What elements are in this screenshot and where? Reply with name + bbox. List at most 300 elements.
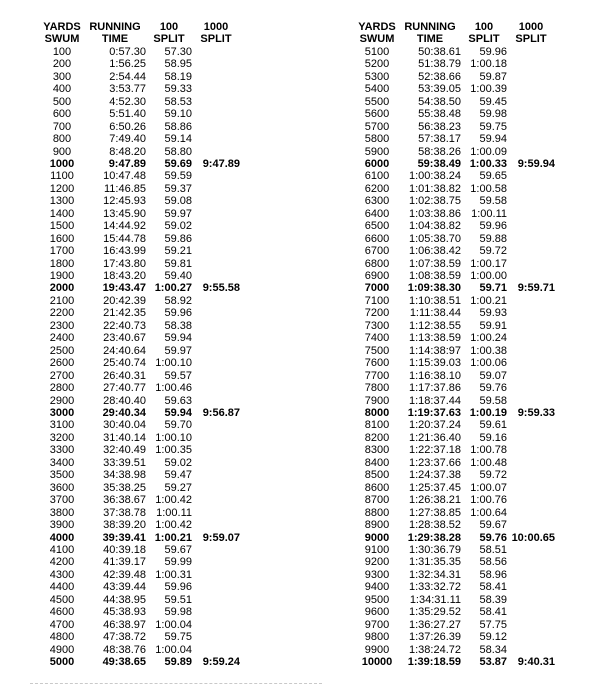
running-time-cell: 1:29:38.28: [407, 531, 461, 544]
split-100-cell: 1:00.09: [470, 145, 507, 158]
running-time-cell: 1:10:38.51: [409, 294, 461, 307]
table-row: [40, 444, 240, 456]
yards-cell: 4900: [49, 643, 75, 656]
running-time-cell: 0:57.30: [109, 45, 146, 58]
running-time-cell: 1:13:38.59: [409, 332, 461, 345]
table-body: [40, 46, 240, 669]
split-1000-cell: [192, 569, 240, 581]
table-row: [40, 631, 240, 643]
split-1000-cell: [507, 606, 555, 618]
split-1000-cell: [507, 46, 555, 58]
yards-cell: 500: [52, 95, 72, 108]
running-time-cell: 24:40.64: [103, 344, 146, 357]
running-time-cell: 13:45.90: [103, 207, 146, 220]
split-1000-cell: [192, 357, 240, 369]
yards-cell: 7700: [364, 369, 390, 382]
split-1000-cell: 9:59.24: [202, 656, 240, 669]
yards-cell: 6300: [364, 195, 390, 208]
running-time-cell: 1:16:38.10: [409, 369, 461, 382]
split-1000-cell: [192, 220, 240, 232]
scan-artifact-line: [30, 683, 322, 684]
running-time-cell: 11:46.85: [103, 182, 146, 195]
table-row: [40, 320, 240, 332]
split-100-cell: 1:00.11: [471, 207, 507, 220]
split-100-cell: 57.30: [164, 45, 192, 58]
split-1000-cell: 9:59.71: [517, 282, 555, 295]
yards-cell: 5600: [364, 108, 390, 121]
split-1000-cell: [507, 482, 555, 494]
running-time-cell: 4:52.30: [109, 95, 146, 108]
table-row: [40, 532, 240, 544]
yards-cell: 6700: [364, 245, 390, 258]
yards-cell: 9000: [364, 531, 390, 544]
yards-cell: 6200: [364, 182, 390, 195]
header-row: [355, 21, 555, 46]
split-100-cell: 58.41: [479, 581, 507, 594]
table-row: [40, 569, 240, 581]
yards-cell: 9200: [364, 556, 390, 569]
table-row: [40, 656, 240, 668]
col-header-split-1000: [192, 21, 240, 46]
running-time-cell: 32:40.49: [103, 444, 146, 457]
split-1000-cell: [507, 170, 555, 182]
table-row: [40, 606, 240, 618]
yards-cell: 2400: [49, 332, 75, 345]
split-1000-cell: [192, 507, 240, 519]
yards-cell: 3500: [49, 469, 75, 482]
split-1000-cell: [192, 83, 240, 95]
yards-cell: 9500: [364, 593, 390, 606]
running-time-cell: 49:38.65: [102, 656, 146, 669]
col-header-line1: YARDS: [358, 21, 396, 33]
table-row: [355, 345, 555, 357]
running-time-cell: 45:38.93: [103, 606, 146, 619]
split-1000-cell: [507, 370, 555, 382]
split-1000-cell: [507, 395, 555, 407]
split-100-cell: 59.71: [479, 282, 507, 295]
split-1000-cell: [507, 457, 555, 469]
yards-cell: 4800: [49, 631, 75, 644]
running-time-cell: 27:40.77: [103, 382, 146, 395]
split-100-cell: 1:00.58: [470, 182, 507, 195]
split-100-cell: 1:00.07: [470, 481, 507, 494]
running-time-cell: 1:35:29.52: [409, 606, 461, 619]
split-1000-cell: 9:56.87: [202, 407, 240, 420]
yards-cell: 7900: [364, 394, 390, 407]
split-100-cell: 59.58: [479, 394, 507, 407]
split-1000-cell: [192, 270, 240, 282]
split-100-cell: 59.02: [164, 220, 192, 233]
running-time-cell: 17:43.80: [103, 257, 146, 270]
table-row: [40, 507, 240, 519]
split-1000-cell: [192, 233, 240, 245]
running-time-cell: 22:40.73: [103, 319, 146, 332]
table-row: [40, 407, 240, 419]
split-100-cell: 58.38: [164, 319, 192, 332]
yards-cell: 6900: [364, 270, 390, 283]
table-row: [355, 258, 555, 270]
table-row: [355, 594, 555, 606]
yards-cell: 8300: [364, 444, 390, 457]
split-100-cell: 1:00.18: [470, 58, 507, 71]
running-time-cell: 1:00:38.24: [409, 170, 461, 183]
running-time-cell: 1:22:37.18: [409, 444, 461, 457]
yards-cell: 1800: [49, 257, 75, 270]
col-header-running-time: [399, 21, 461, 46]
running-time-cell: 1:24:37.38: [409, 469, 461, 482]
running-time-cell: 58:38.26: [418, 145, 461, 158]
split-100-cell: 59.08: [164, 195, 192, 208]
running-time-cell: 59:38.49: [417, 157, 461, 170]
yards-cell: 1300: [49, 195, 75, 208]
split-100-cell: 59.45: [479, 95, 507, 108]
split-1000-cell: [507, 432, 555, 444]
col-header-line1: RUNNING: [89, 21, 141, 33]
split-100-cell: 59.96: [164, 581, 192, 594]
yards-cell: 7100: [364, 294, 390, 307]
running-time-cell: 31:40.14: [103, 431, 146, 444]
table-row: [355, 357, 555, 369]
split-100-cell: 1:00.31: [155, 568, 192, 581]
split-1000-cell: [507, 83, 555, 95]
running-time-cell: 1:32:34.31: [409, 568, 461, 581]
col-header-yards-swum: [355, 21, 399, 46]
running-time-cell: 1:39:18.59: [407, 656, 461, 669]
table-row: [40, 146, 240, 158]
running-time-cell: 29:40.34: [102, 407, 146, 420]
yards-cell: 7800: [364, 382, 390, 395]
split-100-cell: 53.87: [479, 656, 507, 669]
col-header-line2: SWUM: [359, 33, 395, 46]
split-100-cell: 1:00.39: [470, 83, 507, 96]
running-time-cell: 23:40.67: [103, 332, 146, 345]
split-1000-cell: [192, 581, 240, 593]
split-1000-cell: [507, 270, 555, 282]
split-100-cell: 59.69: [164, 157, 192, 170]
split-1000-cell: [192, 121, 240, 133]
split-100-cell: 59.88: [479, 232, 507, 245]
split-100-cell: 58.34: [479, 643, 507, 656]
split-100-cell: 59.76: [479, 382, 507, 395]
table-row: [40, 332, 240, 344]
split-1000-cell: [507, 195, 555, 207]
split-100-cell: 59.97: [164, 344, 192, 357]
yards-cell: 3800: [49, 506, 75, 519]
running-time-cell: 40:39.18: [103, 544, 146, 556]
running-time-cell: 52:38.66: [418, 70, 461, 83]
table-row: [40, 357, 240, 369]
split-1000-cell: 9:59.94: [517, 157, 555, 170]
split-100-cell: 59.96: [479, 220, 507, 233]
split-1000-cell: [192, 245, 240, 257]
split-1000-cell: [507, 58, 555, 70]
table-row: [355, 432, 555, 444]
running-time-cell: 1:18:37.44: [409, 394, 461, 407]
table-row: [355, 382, 555, 394]
yards-cell: 9400: [364, 581, 390, 594]
table-row: [355, 208, 555, 220]
split-1000-cell: [192, 345, 240, 357]
split-100-cell: 1:00.42: [155, 494, 192, 507]
split-table-right: [355, 21, 555, 669]
table-row: [40, 183, 240, 195]
split-100-cell: 58.19: [164, 70, 192, 83]
running-time-cell: 36:38.67: [103, 494, 146, 507]
table-row: [40, 108, 240, 120]
split-1000-cell: [192, 457, 240, 469]
table-row: [40, 519, 240, 531]
split-100-cell: 59.21: [164, 245, 192, 258]
split-100-cell: 1:00.35: [155, 444, 192, 457]
table-row: [40, 83, 240, 95]
split-1000-cell: [192, 469, 240, 481]
table-row: [355, 320, 555, 332]
split-100-cell: 1:00.76: [470, 494, 507, 507]
running-time-cell: 39:39.41: [102, 531, 146, 544]
table-row: [355, 121, 555, 133]
split-1000-cell: [507, 220, 555, 232]
table-row: [355, 519, 555, 531]
split-1000-cell: [507, 71, 555, 83]
running-time-cell: 35:38.25: [103, 481, 146, 494]
col-header-line2: SPLIT: [468, 33, 500, 46]
split-100-cell: 59.14: [164, 133, 192, 146]
split-100-cell: 57.75: [479, 618, 507, 631]
running-time-cell: 1:36:27.27: [409, 618, 461, 631]
split-1000-cell: [192, 71, 240, 83]
split-100-cell: 58.41: [479, 606, 507, 619]
split-1000-cell: [507, 444, 555, 456]
split-1000-cell: [507, 146, 555, 158]
running-time-cell: 16:43.99: [103, 245, 146, 258]
split-100-cell: 59.07: [479, 369, 507, 382]
running-time-cell: 42:39.48: [103, 568, 146, 581]
table-row: [355, 307, 555, 319]
split-100-cell: 1:00.42: [155, 519, 192, 532]
running-time-cell: 26:40.31: [103, 369, 146, 382]
table-row: [355, 133, 555, 145]
running-time-cell: 1:08:38.59: [409, 270, 461, 283]
yards-cell: 8100: [364, 419, 390, 432]
table-row: [40, 58, 240, 70]
split-100-cell: 58.53: [164, 95, 192, 108]
running-time-cell: 3:53.77: [109, 83, 146, 96]
yards-cell: 6000: [364, 157, 390, 170]
split-1000-cell: [192, 631, 240, 643]
table-row: [355, 507, 555, 519]
yards-cell: 4500: [49, 593, 75, 606]
split-1000-cell: [192, 58, 240, 70]
table-row: [355, 619, 555, 631]
running-time-cell: 18:43.20: [103, 270, 146, 283]
split-100-cell: 1:00.10: [155, 431, 192, 444]
split-1000-cell: [507, 133, 555, 145]
yards-cell: 1100: [50, 170, 74, 183]
table-row: [40, 121, 240, 133]
table-row: [355, 270, 555, 282]
running-time-cell: 57:38.17: [418, 133, 461, 146]
table-row: [355, 419, 555, 431]
table-row: [40, 96, 240, 108]
split-1000-cell: [192, 108, 240, 120]
table-row: [355, 245, 555, 257]
yards-cell: 4000: [49, 531, 75, 544]
split-100-cell: 59.87: [479, 70, 507, 83]
split-100-cell: 59.63: [164, 394, 192, 407]
split-1000-cell: 9:59.07: [202, 531, 240, 544]
split-1000-cell: [192, 419, 240, 431]
split-1000-cell: [507, 233, 555, 245]
yards-cell: 1600: [49, 232, 75, 245]
yards-cell: 6500: [364, 220, 390, 233]
split-1000-cell: [192, 295, 240, 307]
table-row: [40, 370, 240, 382]
split-1000-cell: 9:40.31: [517, 656, 555, 669]
table-row: [40, 220, 240, 232]
table-row: [40, 208, 240, 220]
table-row: [355, 395, 555, 407]
table-row: [355, 282, 555, 294]
split-100-cell: 59.10: [164, 108, 192, 121]
yards-cell: 6600: [364, 232, 390, 245]
yards-cell: 1900: [49, 270, 75, 283]
table-row: [355, 631, 555, 643]
split-100-cell: 1:00.10: [155, 357, 192, 370]
yards-cell: 4300: [49, 568, 75, 581]
table-row: [355, 71, 555, 83]
yards-cell: 1500: [49, 220, 75, 233]
col-header-split-100: [461, 21, 507, 46]
split-100-cell: 59.75: [164, 631, 192, 644]
yards-cell: 4600: [49, 606, 75, 619]
col-header-line1: RUNNING: [404, 21, 456, 33]
split-100-cell: 59.59: [164, 170, 192, 183]
running-time-cell: 1:37:26.39: [409, 631, 461, 644]
yards-cell: 400: [52, 83, 72, 96]
running-time-cell: 1:28:38.52: [409, 519, 461, 532]
split-1000-cell: 9:59.33: [517, 407, 555, 420]
table-row: [40, 644, 240, 656]
split-1000-cell: [192, 382, 240, 394]
yards-cell: 5800: [364, 133, 390, 146]
table-row: [355, 444, 555, 456]
split-100-cell: 1:00.78: [470, 444, 507, 457]
split-100-cell: 58.92: [164, 294, 192, 307]
split-1000-cell: [507, 544, 555, 556]
split-100-cell: 58.56: [479, 556, 507, 569]
split-100-cell: 59.37: [164, 182, 192, 195]
split-1000-cell: [192, 195, 240, 207]
split-1000-cell: [192, 606, 240, 618]
split-100-cell: 59.57: [164, 369, 192, 382]
yards-cell: 600: [52, 108, 72, 121]
split-100-cell: 58.95: [164, 58, 192, 71]
running-time-cell: 48:38.76: [103, 643, 146, 656]
split-1000-cell: 9:47.89: [202, 157, 240, 170]
split-100-cell: 1:00.04: [155, 643, 192, 656]
yards-cell: 3400: [49, 456, 75, 469]
table-row: [355, 295, 555, 307]
yards-cell: 9300: [364, 568, 390, 581]
table-row: [40, 245, 240, 257]
col-header-line1: YARDS: [43, 21, 81, 33]
col-header-yards-swum: [40, 21, 84, 46]
yards-cell: 1200: [49, 182, 75, 195]
yards-cell: 2600: [49, 357, 75, 370]
table-row: [40, 619, 240, 631]
split-1000-cell: [507, 345, 555, 357]
table-row: [40, 419, 240, 431]
split-100-cell: 59.58: [479, 195, 507, 208]
running-time-cell: 53:39.05: [418, 83, 461, 96]
split-1000-cell: [507, 307, 555, 319]
split-1000-cell: [192, 544, 240, 556]
split-100-cell: 58.39: [479, 593, 507, 606]
split-1000-cell: [192, 170, 240, 182]
running-time-cell: 1:56.25: [109, 58, 146, 71]
split-table-left: [40, 21, 240, 669]
table-row: [40, 282, 240, 294]
running-time-cell: 50:38.61: [418, 45, 461, 58]
running-time-cell: 1:07:38.59: [409, 257, 461, 270]
split-100-cell: 59.67: [479, 519, 507, 532]
split-100-cell: 59.76: [479, 531, 507, 544]
yards-cell: 3600: [49, 481, 75, 494]
table-row: [355, 407, 555, 419]
running-time-cell: 41:39.17: [103, 556, 146, 569]
running-time-cell: 21:42.35: [103, 307, 146, 320]
table-row: [40, 345, 240, 357]
table-body: [355, 46, 555, 669]
table-row: [40, 382, 240, 394]
table-row: [355, 183, 555, 195]
table-row: [355, 58, 555, 70]
yards-cell: 4400: [49, 581, 75, 594]
yards-cell: 7000: [364, 282, 390, 295]
col-header-line1: 1000: [203, 21, 229, 33]
running-time-cell: 1:30:36.79: [409, 544, 461, 556]
yards-cell: 2800: [49, 382, 75, 395]
running-time-cell: 1:33:32.72: [409, 581, 461, 594]
table-row: [355, 656, 555, 668]
yards-cell: 9900: [364, 643, 390, 656]
yards-cell: 2700: [49, 369, 75, 382]
yards-cell: 100: [52, 45, 72, 58]
running-time-cell: 1:15:39.03: [409, 357, 461, 370]
yards-cell: 2100: [49, 294, 75, 307]
running-time-cell: 7:49.40: [109, 133, 146, 146]
split-100-cell: 59.94: [479, 133, 507, 146]
split-100-cell: 1:00.17: [470, 257, 507, 270]
col-header-line2: TIME: [416, 33, 444, 46]
yards-cell: 7400: [364, 332, 390, 345]
table-row: [40, 594, 240, 606]
yards-cell: 6800: [364, 257, 390, 270]
split-1000-cell: [507, 320, 555, 332]
split-100-cell: 59.75: [479, 120, 507, 133]
yards-cell: 2300: [49, 319, 75, 332]
running-time-cell: 1:27:38.85: [409, 506, 461, 519]
yards-cell: 3900: [49, 519, 75, 532]
table-row: [40, 170, 240, 182]
running-time-cell: 55:38.48: [418, 108, 461, 121]
table-row: [40, 581, 240, 593]
split-1000-cell: [507, 382, 555, 394]
running-time-cell: 1:06:38.42: [409, 245, 461, 258]
split-100-cell: 59.89: [164, 656, 192, 669]
yards-cell: 6100: [364, 170, 390, 183]
table-row: [355, 569, 555, 581]
